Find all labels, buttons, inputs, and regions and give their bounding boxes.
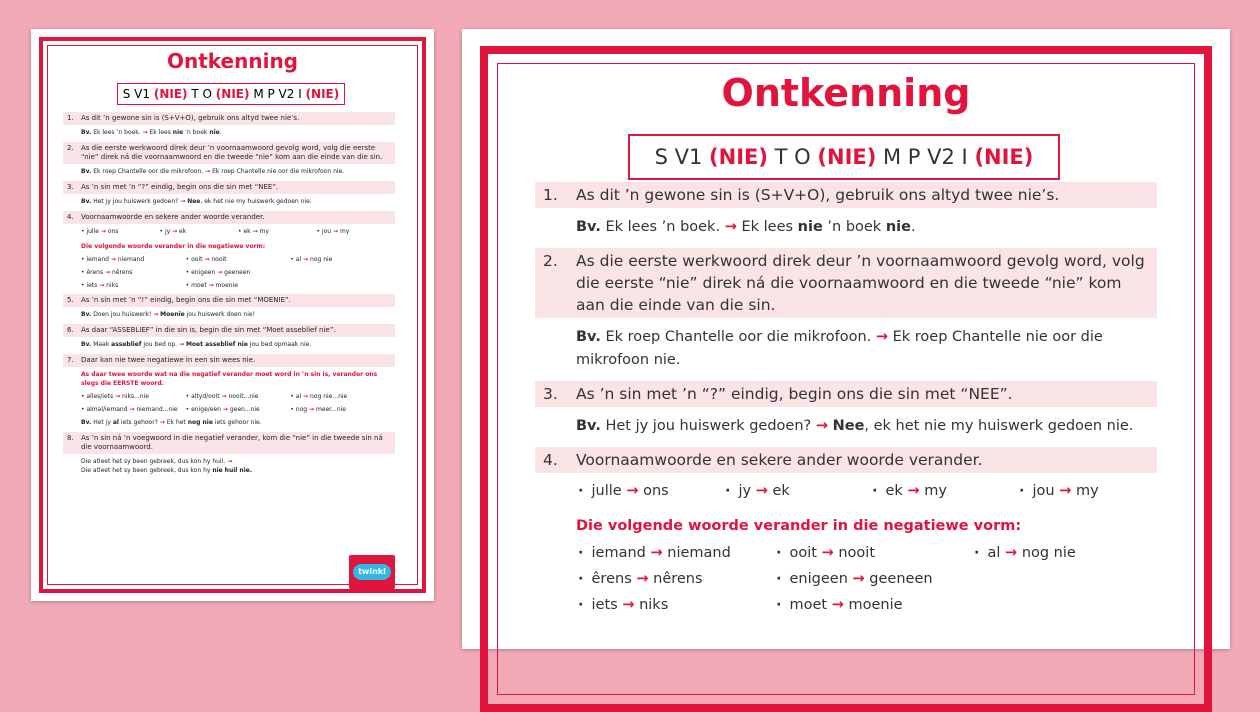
thumb-example-5: Bv. Doen jou huiswerk! → Moenie jou huiswerk doen nie!: [81, 311, 255, 318]
rule-4: 4. Voornaamwoorde en sekere ander woorde verander.: [535, 447, 1157, 473]
pronoun-list: [535, 473, 1157, 508]
list-item: · julle → ons: [578, 483, 669, 499]
twinkl-logo: twinkl: [349, 555, 395, 589]
negatives-heading: Die volgende woorde verander in die negatiewe vorm:: [576, 518, 1022, 534]
thumb-rule-2: 2. As die eerste werkwoord direk deur ’n voornaamwoord gevolg word, volg die eerste “nie” direk ná die voornaamwoord en die tweede “nie” kom aan die einde van die sin.: [63, 142, 395, 164]
thumb-rule-5: 5. As ’n sin met ’n “!” eindig, begin ons die sin met “MOENIE”.: [63, 294, 395, 307]
list-item: · jou → my: [1019, 483, 1099, 499]
rule-1: 1. As dit ’n gewone sin is (S+V+O), gebruik ons altyd twee nie’s.: [535, 182, 1157, 208]
rule-2: 2. As die eerste werkwoord direk deur ’n voornaamwoord gevolg word, volg die eerste “nie” direk ná die voornaamwoord en die tweede “nie” kom aan die einde van die sin.: [535, 248, 1157, 318]
thumb-example-7: Bv. Het jy al iets gehoor? → Ek het nog nie iets gehoor nie.: [81, 419, 262, 426]
thumb-example-3: Bv. Het jy jou huiswerk gedoen? → Nee, ek het nie my huiswerk gedoen nie.: [81, 198, 312, 205]
thumbnail-formula: S V1 (NIE) T O (NIE) M P V2 I (NIE): [117, 83, 345, 105]
thumb-example-1: Bv. Ek lees ’n boek. → Ek lees nie ’n boek nie.: [81, 129, 222, 136]
thumb-sub-heading: Die volgende woorde verander in die negatiewe vorm:: [81, 243, 266, 250]
thumb-rule7-note: As daar twee woorde wat na die negatief verander moet word in ’n sin is, verander ons slegs die EERSTE woord.: [81, 371, 378, 387]
list-item: · ooit → nooit: [776, 545, 876, 561]
thumb-rule-1: 1. As dit ’n gewone sin is (S+V+O), gebruik ons altyd twee nie’s.: [63, 112, 395, 125]
list-item: · ek → my: [872, 483, 947, 499]
list-item: · iets → niks: [578, 597, 669, 613]
thumb-pronoun-list: • julle → ons • jy → ek • ek → my • jou → my: [81, 228, 350, 235]
example-2: Bv. Ek roep Chantelle oor die mikrofoon. → Ek roep Chantelle nie oor die mikrofoon nie.: [576, 329, 1103, 368]
rules-content: [535, 182, 1157, 616]
list-item: · enigeen → geeneen: [776, 571, 933, 587]
list-item: · moet → moenie: [776, 597, 903, 613]
list-item: · êrens → nêrens: [578, 571, 703, 587]
thumb-example-2: Bv. Ek roep Chantelle oor die mikrofoon. → Ek roep Chantelle nie oor die mikrofoon nie.: [81, 168, 345, 175]
thumb-rule-6: 6. As daar “ASSEBLIEF” in die sin is, begin die sin met “Moet asseblief nie”.: [63, 324, 395, 337]
thumb-rule7-list: • alles/iets → niks...nie • altyd/ooit → nooit...nie • al → nog nie...nie • almal/iemand → niemand...nie • enige/een → geen...nie • nog → meer...nie: [81, 393, 348, 413]
list-item: · iemand → niemand: [578, 545, 731, 561]
thumb-rule-3: 3. As ’n sin met ’n “?” eindig, begin ons die sin met “NEE”.: [63, 181, 395, 194]
thumb-rule-7: 7. Daar kan nie twee negatiewe in een sin wees nie.: [63, 354, 395, 367]
rule-3: 3. As ’n sin met ’n “?” eindig, begin ons die sin met “NEE”.: [535, 381, 1157, 407]
thumbnail-content: [63, 109, 395, 477]
thumb-negative-list: • iemand → niemand • ooit → nooit • al → nog nie • êrens → nêrens • enigeen → geeneen • iets → niks • moet → moenie: [81, 256, 333, 289]
example-1: Bv. Ek lees ’n boek. → Ek lees nie ’n boek nie.: [576, 219, 916, 235]
formula-box: S V1 (NIE) T O (NIE) M P V2 I (NIE): [628, 134, 1060, 180]
thumbnail-title: Ontkenning: [166, 49, 298, 73]
list-item: · jy → ek: [725, 483, 790, 499]
negatives-list: [535, 542, 1157, 616]
thumbnail-page[interactable]: [31, 29, 434, 601]
list-item: · al → nog nie: [974, 545, 1076, 561]
thumb-rule-8: 8. As ’n sin ná ’n voegwoord in die negatief verander, kom die “nie” in die tweede sin ná die voornaamwoord.: [63, 432, 395, 454]
thumb-example-6: Bv. Maak asseblief jou bed op. → Moet asseblief nie jou bed opmaak nie.: [81, 341, 312, 348]
thumb-example-8: Die atleet het sy been gebreek, dus kon hy huil. → Die atleet het sy been gebreek, dus kon hy nie huil nie.: [81, 458, 253, 474]
thumb-rule-4: 4. Voornaamwoorde en sekere ander woorde verander.: [63, 211, 395, 224]
example-3: Bv. Het jy jou huiswerk gedoen? → Nee, ek het nie my huiswerk gedoen nie.: [576, 418, 1134, 434]
page-title: Ontkenning: [721, 71, 971, 115]
main-page: [462, 29, 1230, 649]
